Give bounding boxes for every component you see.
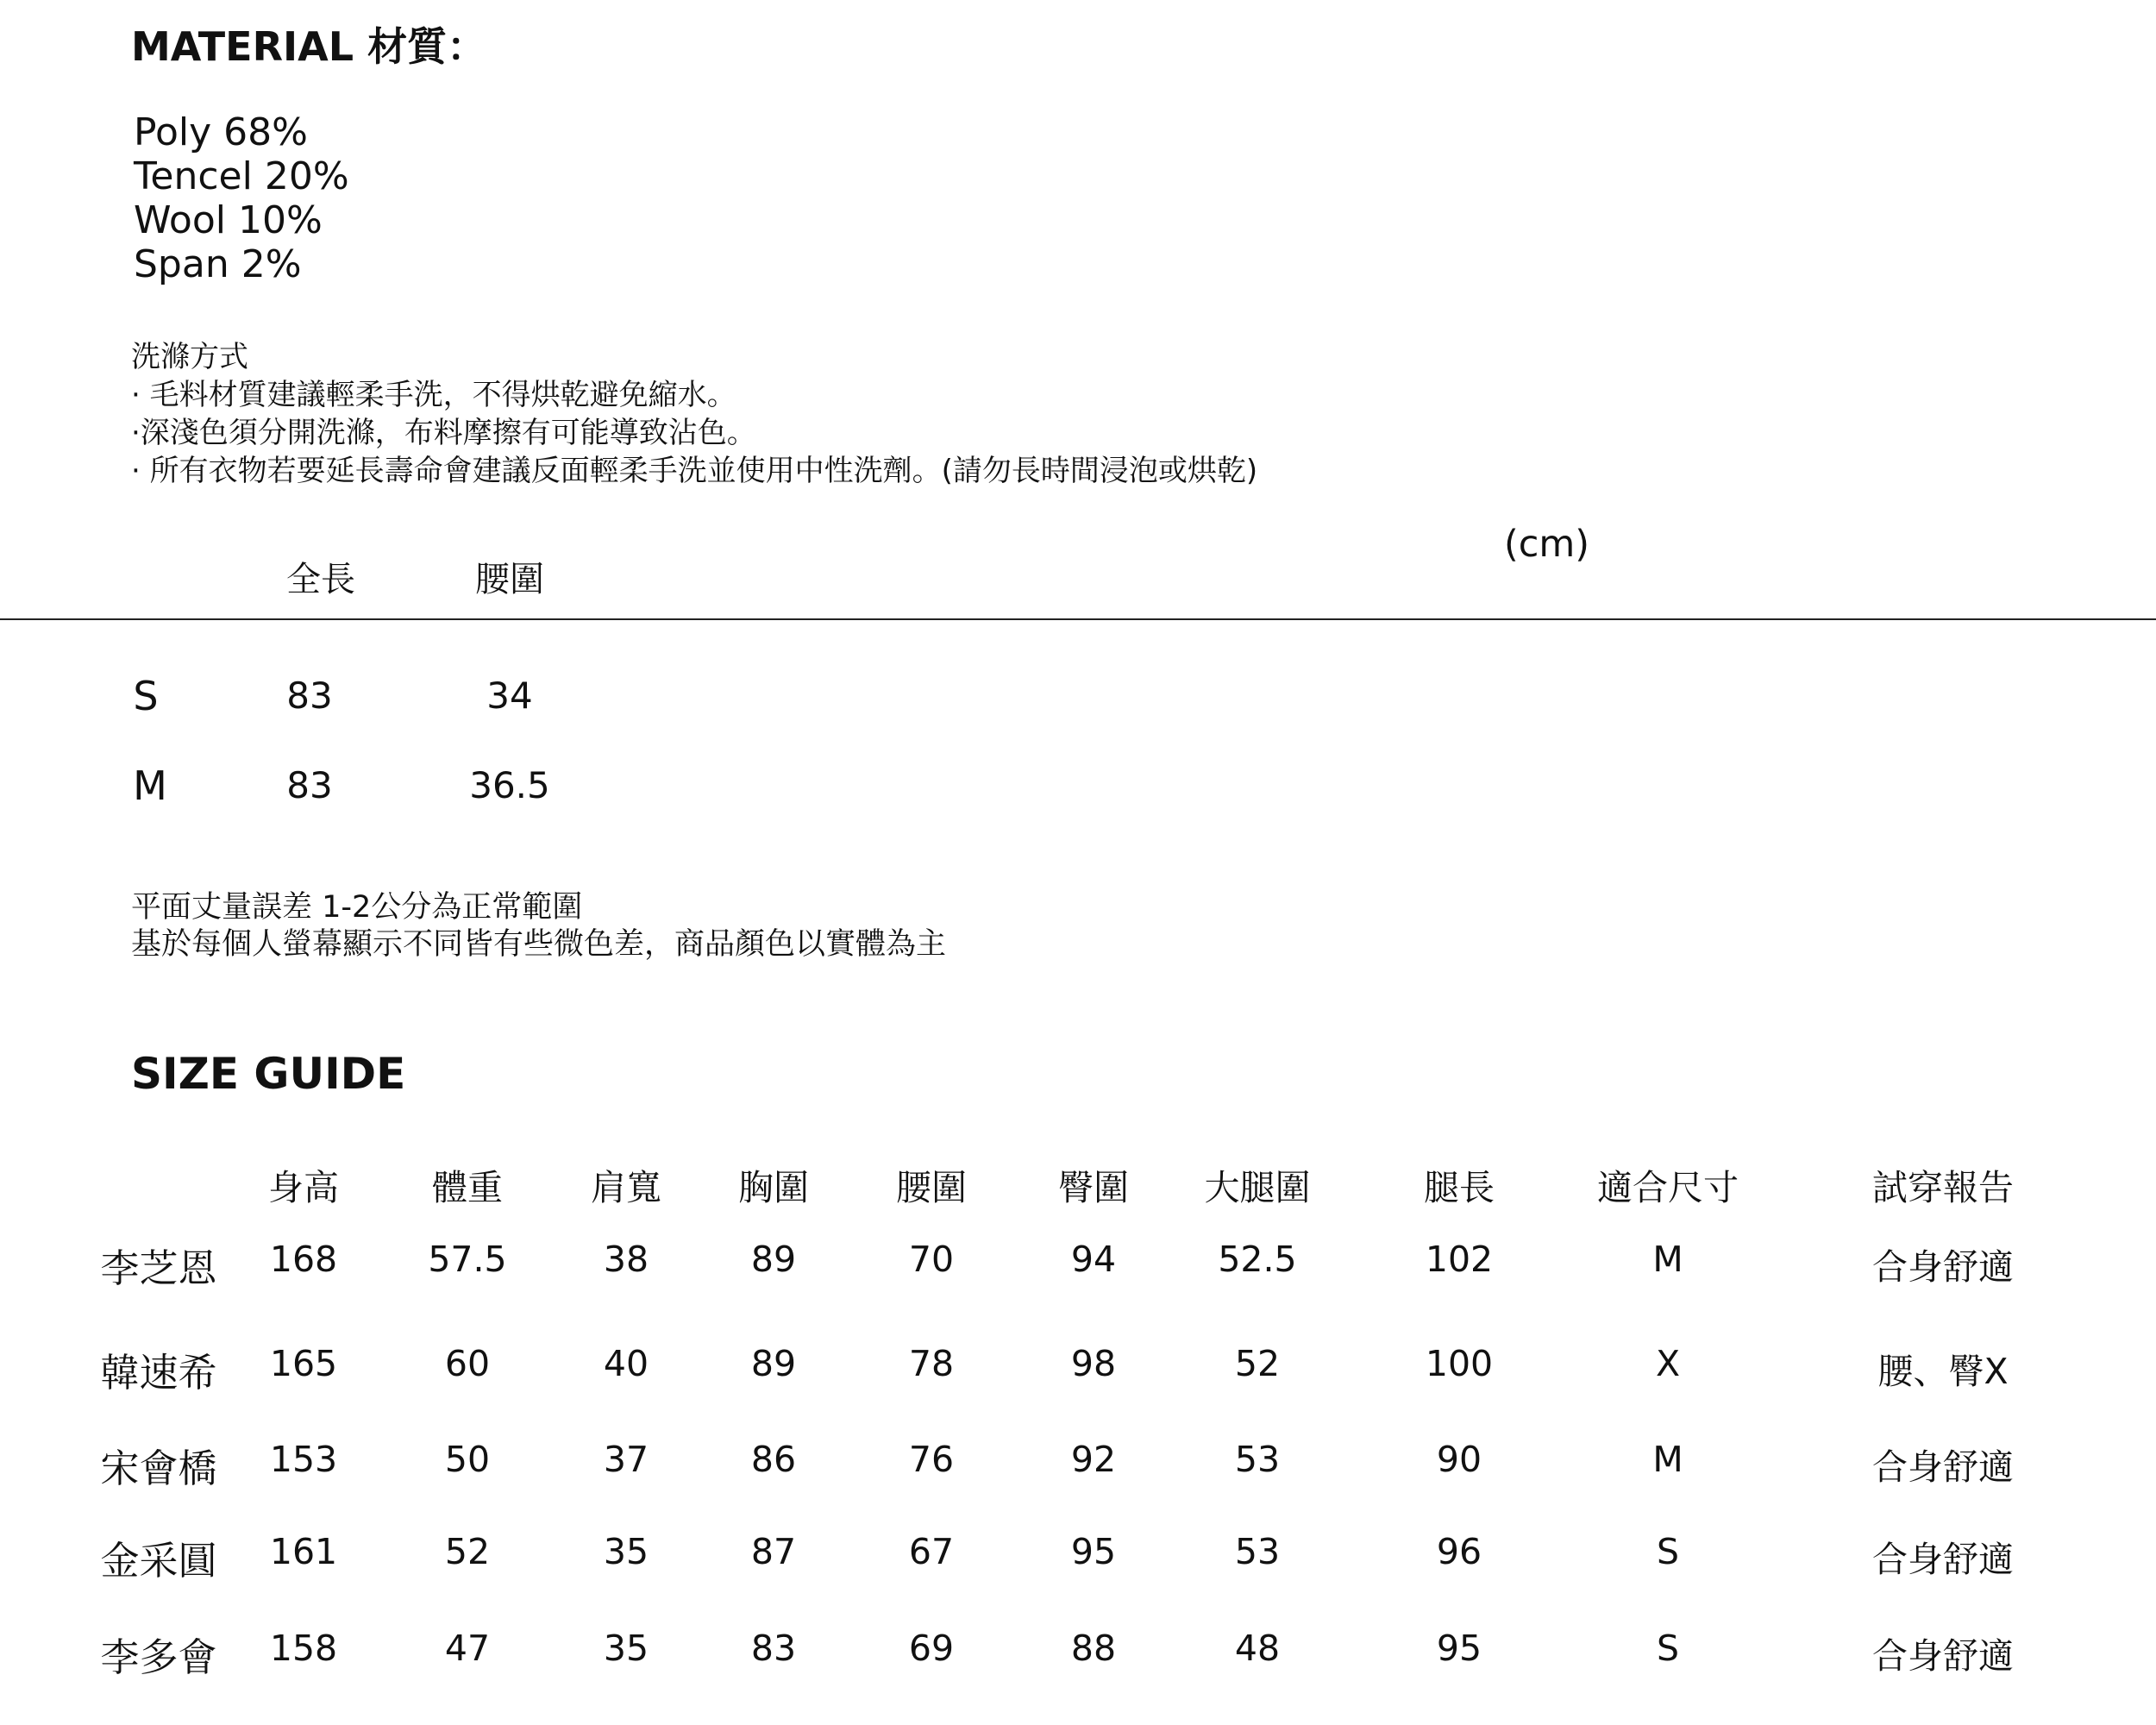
size-guide-header: 大腿圍 [1204,1167,1311,1208]
size-guide-cell: 161 [269,1531,338,1572]
size-guide-cell: 52.5 [1218,1239,1297,1280]
washing-title: 洗滌方式 [131,340,248,374]
waist-m: 36.5 [469,764,550,806]
material-item: Span 2% [134,242,302,286]
header-length: 全長 [286,560,355,599]
size-guide-cell: 48 [1234,1628,1281,1669]
length-s: 83 [286,674,333,717]
size-guide-cell: 78 [908,1343,955,1384]
washing-line: · 所有衣物若要延長壽命會建議反面輕柔手洗並使用中性洗劑。(請勿長時間浸泡或烘乾) [131,454,1258,488]
size-guide-cell: 37 [603,1439,649,1480]
size-label-m: M [133,762,167,809]
size-guide-cell: 96 [1436,1531,1482,1572]
size-guide-cell: 合身舒適 [1872,1539,2014,1580]
size-guide-header: 適合尺寸 [1597,1167,1739,1208]
size-guide-cell: 89 [750,1239,797,1280]
size-guide-cell: 165 [269,1343,338,1384]
size-label-s: S [133,673,159,719]
size-guide-cell: 53 [1234,1439,1281,1480]
size-guide-cell: 88 [1070,1628,1117,1669]
size-guide-header: 體重 [432,1167,503,1208]
material-item: Poly 68% [134,110,308,154]
material-title: MATERIAL 材質： [131,23,487,70]
size-guide-cell: 35 [603,1531,649,1572]
size-guide-header: 腰圍 [896,1167,967,1208]
size-guide-header: 胸圍 [738,1167,809,1208]
size-guide-cell: 70 [908,1239,955,1280]
note-line: 平面丈量誤差 1-2公分為正常範圍 [131,890,583,925]
size-guide-cell: 158 [269,1628,338,1669]
material-list [134,110,349,286]
size-guide-cell: 合身舒適 [1872,1635,2014,1677]
size-guide-cell: M [1652,1439,1683,1480]
note-line: 基於每個人螢幕顯示不同皆有些微色差，商品顏色以實體為主 [131,927,947,962]
size-guide-cell: 76 [908,1439,955,1480]
size-guide-cell: 94 [1070,1239,1117,1280]
size-guide-cell: 90 [1436,1439,1482,1480]
size-guide-cell: S [1656,1628,1680,1669]
size-guide-model-name: 宋會橋 [100,1446,217,1491]
washing-instructions [131,338,1257,490]
size-guide-cell: 100 [1425,1343,1494,1384]
size-guide-cell: 98 [1070,1343,1117,1384]
size-guide-header: 腿長 [1424,1167,1495,1208]
size-guide-cell: 95 [1070,1531,1117,1572]
size-guide-cell: 92 [1070,1439,1117,1480]
size-guide-cell: 60 [444,1343,491,1384]
size-guide-cell: 53 [1234,1531,1281,1572]
size-guide-model-name: 金采圓 [100,1538,217,1584]
size-guide-cell: 89 [750,1343,797,1384]
size-guide-cell: 102 [1425,1239,1494,1280]
size-guide-cell: 69 [908,1628,955,1669]
washing-line: ·深淺色須分開洗滌，布料摩擦有可能導致沾色。 [131,416,756,450]
size-guide-cell: 57.5 [428,1239,507,1280]
header-waist: 腰圍 [475,560,544,599]
material-item: Tencel 20% [134,154,349,198]
measurement-notes [131,889,946,963]
size-guide-cell: 35 [603,1628,649,1669]
size-guide-cell: 86 [750,1439,797,1480]
size-guide-cell: 87 [750,1531,797,1572]
size-guide-model-name: 李多會 [100,1634,217,1680]
size-guide-cell: 合身舒適 [1872,1246,2014,1288]
size-guide-cell: 50 [444,1439,491,1480]
size-guide-cell: 83 [750,1628,797,1669]
size-guide-header: 肩寬 [591,1167,661,1208]
size-guide-cell: X [1655,1343,1681,1384]
size-guide-cell: S [1656,1531,1680,1572]
size-guide-title: SIZE GUIDE [131,1049,406,1099]
size-guide-cell: 95 [1436,1628,1482,1669]
size-guide-model-name: 李芝恩 [100,1245,217,1291]
size-guide-cell: 38 [603,1239,649,1280]
length-m: 83 [286,764,333,806]
size-guide-cell: 153 [269,1439,338,1480]
size-guide-header: 試穿報告 [1872,1167,2014,1208]
size-guide-cell: M [1652,1239,1683,1280]
size-guide-cell: 47 [444,1628,491,1669]
size-guide-cell: 67 [908,1531,955,1572]
size-guide-model-name: 韓速希 [100,1350,217,1396]
size-guide-header: 身高 [268,1167,339,1208]
size-guide-cell: 168 [269,1239,338,1280]
unit-label: (cm) [1504,523,1590,566]
waist-s: 34 [486,674,533,717]
size-guide-cell: 52 [1234,1343,1281,1384]
size-guide-header: 臀圍 [1058,1167,1129,1208]
size-guide-cell: 52 [444,1531,491,1572]
size-guide-cell: 40 [603,1343,649,1384]
size-guide-cell: 腰、臀X [1877,1351,2009,1392]
washing-line: · 毛料材質建議輕柔手洗，不得烘乾避免縮水。 [131,378,736,412]
table-divider [0,618,2156,620]
size-guide-cell: 合身舒適 [1872,1446,2014,1488]
material-item: Wool 10% [134,198,323,242]
